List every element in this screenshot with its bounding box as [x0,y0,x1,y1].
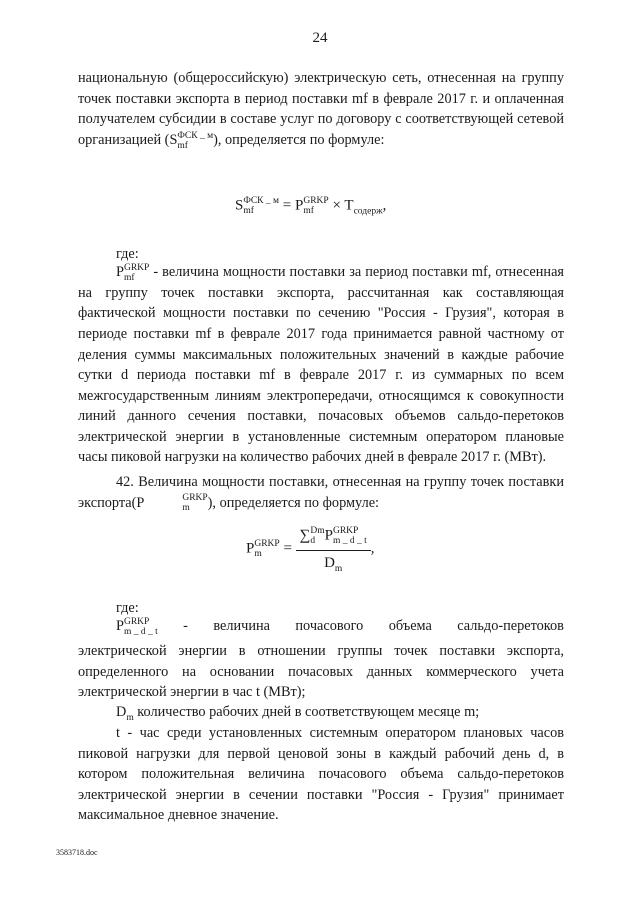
definition-p-mf [78,262,564,468]
intro-text: национальную (общероссийскую) электрическую сеть, отнесенная на группу точек поставки экспорта в период поставки mf в феврале 2017 г. и оплаченная получателем субсидии в составе услуг по договору с соответствующей сетевой организацией ( [78,70,564,148]
document-footer: 3583718.doc [56,848,98,857]
paragraph-intro [78,68,564,151]
formula-p-m: P GRKP m = ∑ Dm d P GRKP m _ d _ t $D_m$ , [246,526,375,574]
inline-symbol-s-fsk: S ФСК _ м mf [169,130,214,151]
page-number: 24 [312,30,328,46]
definition-p-mdt-rest: электрической энергии в отношении группы точек поставки экспорта, определенного на основании почасовых данных коммерческого учета электрической энергии в час t (МВт); [78,643,564,701]
where-label-1: где: [116,246,139,262]
paragraph-42: 42. Величина мощности поставки, отнесенная на группу точек поставки экспорта(P GRKP m ), определяется по формуле: [78,474,564,514]
symbol-p-mf: P GRKP mf [116,262,150,283]
symbol-d-m: $D_m$ [116,704,134,723]
fraction: ∑ Dm d P GRKP m _ d _ t $D_m$ [296,526,371,572]
symbol-p-mdt: P GRKP m _ d _ t [116,616,158,637]
inline-symbol-p-m: P GRKP m [136,493,208,514]
formula-s-fsk: S ФСК _ м mf = P GRKP mf × $T_{содерж}$, [235,196,387,217]
where-label-2: где: [116,600,139,616]
definition-d-m: $D_m$ количество рабочих дней в соответствующем месяце m; [78,702,564,723]
definition-t: t - час среди установленных системным оператором плановых часов пиковой нагрузки для первой ценовой зоны в каждый рабочий день d, в котором положительная величина почасового объема сальдо-перетоков электрической энергии в сечении поставки "Россия - Грузия" принимает максимальное дневное значение. [78,725,564,824]
definition-p-mdt-line1: P GRKP m _ d _ t - величина почасового объема сальдо-перетоков [116,616,564,637]
definition-p-mf-text: - величина мощности поставки за период поставки mf, отнесенная на группу точек поставки экспорта, рассчитанная как составляющая фактической мощности поставки по сечению "Россия - Грузия", которая в периоде поставки mf в феврале 2017 года принимается равной частному от деления суммы максимальных положительных значений в каждые рабочие сутки d периода поставки mf в феврале 2017 г. из суммарных по всем межгосударственным линиям электропередачи, относящимся к совокупности линий данного сечения поставки, почасовых объемов сальдо-перетоков электрической энергии в установленные системным оператором плановые часы пиковой нагрузки на количество рабочих дней в феврале 2017 г. (МВт). [78,264,564,466]
intro-text-end: ), определяется по формуле: [213,131,385,148]
